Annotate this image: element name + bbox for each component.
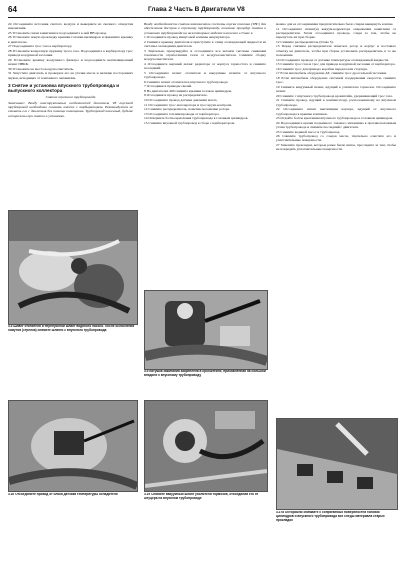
paragraph: 27 Подсоедините трос газа к карбюратору. [8,44,73,49]
paragraph: 27 Замените прокладки, которые ранее были сняты, проследите за тем, чтобы не повредить уплотнительные поверхности. [276,143,396,152]
paragraph: 25 Снимите водяной насос и трубопровод. [276,129,341,134]
figure-caption: 3.19 Снимите вакуумный шланг усилителя тормозов, отсоединив его от штуцера на впускном трубопроводе [144,493,259,500]
paragraph: 16 Снимите трос для привода коробки передач или стартера. [276,66,368,71]
paragraph: 12 Снимите распределитель, пометив положение ротора. [144,107,230,112]
paragraph: 20 Снимите с впускного трубопровода кронштейн, удерживающий трос газа. [276,93,393,98]
paragraph: 3 Тщательно пронумеруйте и отсоедините все шланги системы снижения токсичности отработавших газов от воздухоочистителя. Снимите сборку воздухоочистителя. [144,48,266,62]
paragraph: 23 Отдайте болты крепления впускного трубопровода к головкам цилиндров. [276,116,394,121]
paragraph: 12 Снимите распределитель (Глава 5). [276,39,334,44]
paragraph: 13 Перед снятием распределителя пометьте ротор и корпус и поставьте отметку на двигателе, чтобы при сборке установить распределитель в то же положение. [276,44,396,57]
paragraph: 2 Снимите крышку двигателя и приступите к сливу охлаждающей жидкости из системы охлаждения двигателя. [144,39,266,49]
paragraph: 26 Снимите трубопровод со следов масла, тщательно очистите его и уплотнительные поверхности. [276,134,396,143]
paragraph: 31 Запустите двигатель и проверьте его на утечки масла и наличие посторонних звуков, исходящих от клапанного механизма. [8,71,133,80]
paragraph: 21 Снимите провод, идущий к компенсатору, расположенному на впускном трубопроводе. [276,98,396,107]
paragraph: 5 Отсоедините шланг отопителя и вакуумные шланги от впускного трубопровода. [144,70,266,80]
paragraph: 11 Отсоедините трос акселератора и трос круиз-контроля. [144,102,232,107]
paragraph: 8 На двигателях 460 снимите крышки головок цилиндров. [144,88,232,93]
paragraph: 17 Если автомобиль оборудован АТ, снимите трос дроссельной заслонки. [276,71,387,76]
paragraph: 19 Снимите вакуумный шланг, идущий к усилителю тормозов. Отсоедините шланг. [276,84,396,94]
paragraph: 26 Установите новую прокладку крышки головки цилиндров и прижмите крышку к двигателю. [8,35,133,44]
right-column [276,22,396,414]
paragraph: 24 Подсоедините крюки подъемного талевого механизма к противоположным углам трубопровода и снимите последний с двигателя. [276,120,396,129]
subsection-heading: Снятие впускного трубопровода [45,95,96,100]
paragraph: 7 Отсоедините приводы свечей. [144,84,193,89]
engine-photo-vacuum-hose [144,400,268,492]
paragraph: 24 Отсоедините источник сжатого воздуха и выверните из свечного отверстия наконечник. [8,22,133,31]
section-heading: 3 Снятие и установка впускного трубопровода и выпускного коллектора [8,82,120,94]
paragraph: 14 Отсоедините провода от датчика температуры охлаждающей жидкости. [276,57,390,62]
page-header [8,5,395,18]
paragraph: 13 Отсоедините топливопроводы от карбюратора. [144,111,220,116]
engine-photo-heater-hose [8,210,138,325]
paragraph: 4 Отсоедините верхний шланг радиатора от корпуса термостата и снимите последний. [144,61,266,71]
paragraph: можно для ее отсоединения предпочтительно было сперва вывернуть клапан. [276,22,394,26]
photo-illustration [9,401,137,491]
paragraph: Ввиду необходимости снятия компонентов системы впуска топлива (ТВС) для обеспечения доступа к впускному трубопроводу, описание процедур снятия и установки трубопровода на инжекторных моделях изложено в Главе 4. [144,22,266,35]
paragraph: 29 Установите крышку воздушного фильтра и подсоедините вентиляционный шланг ПВКК. [8,57,133,67]
figure-caption: 3.16 Отсоедините провод от блока датчика температуры охладителя [8,493,118,496]
paragraph: 22 Отсоедините шланг вентиляции картера, идущий от впускного трубопровода к крышке клапанов. [276,107,396,116]
figure-caption: 3.5 Шланг отопителя и перепускной шланг водяного насоса. После ослабления хомутов (стрелка) снимите шланги с впускного трубопровода [8,325,135,332]
paragraph: 10 Отсоедините провод датчика давления масла. [144,98,218,103]
paragraph: 30 Установите на место воздухоочиститель. [8,66,75,71]
engine-photo-ignition-coil [144,290,268,370]
paragraph: 25 Установите свечи зажигания и подсоедините к ней ВВ провод. [8,30,107,35]
figure-caption: 3.27а Осторожно снимайте с сопрягаемых поверхностей головки цилиндров и впускного трубопровода все следы материала старых прокладок [276,511,385,522]
figure-caption: 3.9 Катушка зажигания закреплена в кронштейне, прибавленная на большой впадине к впускному трубопроводу [144,370,266,377]
note-paragraph: Замечание: Ввиду конструктивных особенностей двигателя V8 впускной трубопровод необходимо снимать вместе с карбюратором. Рекомендуется не снимать его с двигателя без помощи помощника. Трубопровод тяжелый, будьте осторожны при снятии и установке. [8,100,133,118]
photo-illustration [145,291,267,369]
paragraph: 6 Снимите шланг отопителя и впускного трубопровода. [144,79,229,84]
paragraph: 1 Отсоедините провод минусовой клеммы аккумулятора. [144,35,231,40]
paragraph: 15 Снимите трос газа и трос для привода воздушной заслонки от карбюратора. [276,62,396,67]
paragraph: 28 Установите возвратную пружину троса газа. Подсоедините к карбюратору трос привода воздушной заслонки. [8,48,133,58]
paragraph: 14 Отверните болты крепления трубопровода к головкам цилиндров. [144,116,249,121]
running-title: Глава 2 Часть В Двигатели V8 [148,6,245,13]
photo-illustration [145,401,267,491]
paragraph: 18 Если автомобиль оборудован системой поддержания скорости, снимите трос. [276,75,396,85]
photo-illustration [9,211,137,324]
engine-photo-temp-sensor [8,400,138,492]
middle-column [144,22,266,280]
paragraph: 15 Снимите впускной трубопровод в сборе с карбюратором. [144,120,235,125]
paragraph: 11 Отсоедините шланг(и) вакуум-корректора опережения зажигания от распределителя. Затем отсоедините провода, следя за тем, чтобы не перепутать их при сборке. [276,26,396,40]
paragraph: 9 Отсоедините провод на распределителе. [144,93,208,98]
page-number: 64 [8,5,17,14]
left-column [8,22,133,208]
photo-illustration [277,419,397,509]
engine-photo-gasket-surfaces [276,418,398,510]
